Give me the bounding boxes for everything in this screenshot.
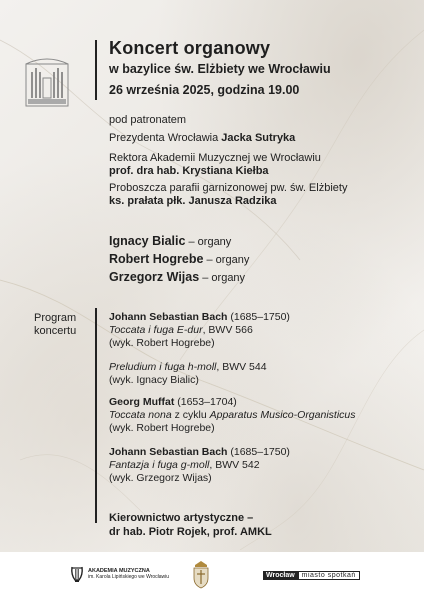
piece-performer: (wyk. Robert Hogrebe)	[109, 422, 215, 434]
program-label-line1: Program	[34, 312, 77, 324]
patron-3-name: ks. prałata płk. Janusza Radzika	[109, 195, 277, 207]
program-label-line2: koncertu	[34, 325, 77, 337]
performer-name: Grzegorz Wijas	[109, 270, 200, 284]
performer-3	[109, 270, 245, 284]
direction-name: dr hab. Piotr Rojek, prof. AMKL	[109, 526, 272, 538]
piece-connector: z cyklu	[171, 409, 210, 421]
piece-3	[109, 409, 356, 422]
program-accent-bar	[95, 308, 97, 523]
composer-dates: (1685–1750)	[227, 311, 290, 323]
performer-role: – organy	[203, 254, 250, 266]
piece-catalog: , BWV 542	[209, 459, 260, 471]
wroclaw-name: Wrocław	[263, 571, 298, 580]
piece-catalog: , BWV 544	[216, 361, 267, 373]
composer-name: Johann Sebastian Bach	[109, 446, 228, 458]
program-block-4	[109, 446, 290, 485]
academy-name: AKADEMIA MUZYCZNA	[88, 568, 150, 574]
piece-4	[109, 459, 290, 472]
academy-text	[88, 568, 169, 580]
performer-1	[109, 234, 231, 248]
performer-role: – organy	[199, 272, 246, 284]
footer-logos	[0, 552, 424, 600]
piece-title: Toccata nona	[109, 409, 172, 421]
parish-crest-icon	[191, 561, 211, 589]
concert-title: Koncert organowy	[109, 38, 271, 58]
patron-3-title: Proboszcza parafii garnizonowej pw. św. Elżbiety	[109, 182, 348, 194]
patron-1-name: Jacka Sutryka	[221, 132, 296, 144]
artistic-direction	[109, 511, 272, 539]
concert-venue: w bazylice św. Elżbiety we Wrocławiu	[109, 62, 331, 76]
patronage-label: pod patronatem	[109, 114, 187, 126]
lyre-icon	[70, 565, 84, 583]
header-accent-bar	[95, 40, 97, 100]
composer-2	[109, 396, 356, 409]
academy-subtitle: im. Karola Lipińskiego we Wrocławiu	[88, 574, 170, 580]
piece-2	[109, 361, 267, 374]
patron-2-title: Rektora Akademii Muzycznej we Wrocławiu	[109, 152, 321, 164]
piece-1	[109, 324, 290, 337]
patron-1	[109, 132, 295, 145]
program-block-2	[109, 361, 267, 387]
piece-cycle: Apparatus Musico-Organisticus	[209, 409, 356, 421]
wroclaw-logo	[263, 571, 360, 580]
piece-title: Toccata i fuga E-dur	[109, 324, 203, 336]
composer-dates: (1685–1750)	[227, 446, 290, 458]
wroclaw-tagline: miasto spotkań	[298, 571, 360, 580]
academy-logo	[70, 565, 169, 583]
composer-3	[109, 446, 290, 459]
piece-title: Fantazja i fuga g-moll	[109, 459, 210, 471]
piece-performer: (wyk. Robert Hogrebe)	[109, 337, 215, 349]
composer-dates: (1653–1704)	[174, 396, 237, 408]
patron-1-title: Prezydenta Wrocławia	[109, 132, 222, 144]
patron-3	[109, 182, 347, 208]
piece-performer: (wyk. Grzegorz Wijas)	[109, 472, 212, 484]
organ-icon	[24, 58, 70, 108]
piece-catalog: , BWV 566	[202, 324, 253, 336]
composer-name: Johann Sebastian Bach	[109, 311, 228, 323]
direction-title: Kierownictwo artystyczne –	[109, 512, 254, 524]
piece-title: Preludium i fuga h-moll	[109, 361, 217, 373]
composer-1	[109, 311, 290, 324]
performer-name: Ignacy Bialic	[109, 234, 186, 248]
patron-2-name: prof. dra hab. Krystiana Kiełba	[109, 165, 269, 177]
piece-performer: (wyk. Ignacy Bialic)	[109, 374, 199, 386]
patron-2	[109, 152, 321, 178]
program-label	[34, 312, 76, 338]
concert-date: 26 września 2025, godzina 19.00	[109, 83, 300, 97]
program-block-1	[109, 311, 290, 350]
performer-2	[109, 252, 249, 266]
performer-name: Robert Hogrebe	[109, 252, 204, 266]
program-block-3	[109, 396, 356, 435]
composer-name: Georg Muffat	[109, 396, 175, 408]
performer-role: – organy	[185, 236, 232, 248]
